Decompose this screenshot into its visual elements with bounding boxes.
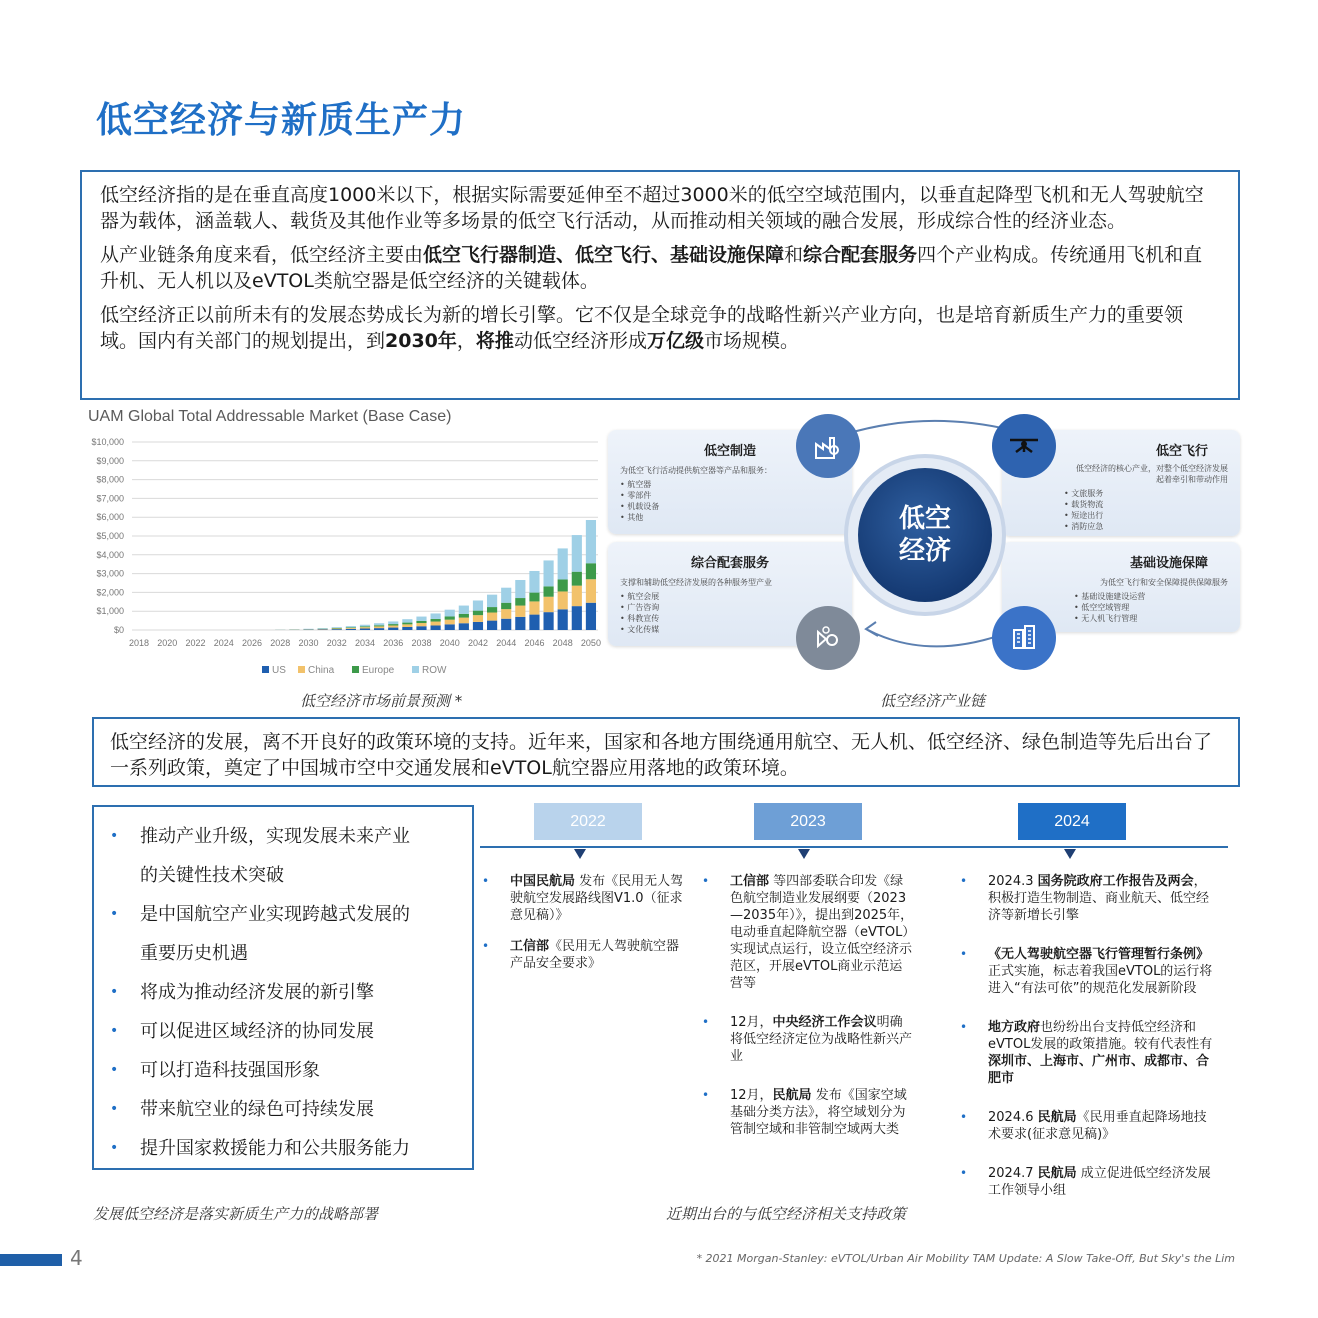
x-tick-label: 2034	[354, 638, 376, 648]
bar-segment-us	[586, 603, 596, 630]
x-tick-label: 2040	[439, 638, 460, 648]
y-tick-label: $1,000	[96, 606, 124, 617]
year-2023-tab: 2023	[754, 803, 862, 840]
bar-segment-us	[332, 629, 342, 630]
list-item: • 基础设施建设运营	[1074, 591, 1228, 602]
x-tick-label: 2032	[326, 638, 347, 648]
list-item: • 带来航空业的绿色可持续发展	[110, 1090, 456, 1129]
list-item: 重要历史机遇	[140, 943, 248, 964]
bar-segment-row	[515, 580, 525, 598]
bar-segment-china	[402, 624, 412, 627]
timeline-marker-2024	[1064, 849, 1076, 859]
bar-segment-europe	[572, 572, 582, 586]
bar-segment-row	[529, 571, 539, 593]
timeline-column-2024	[960, 873, 1218, 1213]
bar-segment-china	[572, 586, 582, 606]
bar-segment-china	[332, 628, 342, 629]
bar-segment-row	[431, 613, 441, 618]
bar-segment-europe	[360, 626, 370, 627]
legend-label: ROW	[422, 665, 447, 676]
timeline-column-2022	[482, 873, 692, 986]
uam-market-chart	[86, 406, 606, 696]
bar-segment-china	[346, 628, 356, 629]
list-item: 的关键性技术突破	[140, 865, 284, 886]
policy-item: • 2024.6 民航局《民用垂直起降场地技术要求(征求意见稿)》	[960, 1109, 1218, 1143]
bar-segment-row	[445, 610, 455, 617]
bar-segment-row	[402, 619, 412, 622]
y-tick-label: $6,000	[96, 512, 124, 523]
card-infrastructure-title: 基础设施保障	[1129, 556, 1208, 571]
list-item: • 航空器	[620, 479, 840, 490]
intro-paragraph-1: 低空经济指的是在垂直高度1000米以下，根据实际需要延伸至不超过3000米的低空空域范围内，以垂直起降型飞机和无人驾驶航空器为载体，涵盖载人、载货及其他作业等多场景的低空飞行活动，从而推动相关领域的融合发展，形成综合性的经济业态。	[100, 184, 1204, 232]
bar-segment-china	[501, 609, 511, 619]
bar-segment-china	[543, 597, 553, 612]
list-item: • 将成为推动经济发展的新引擎	[110, 973, 456, 1012]
policy-item: • 2024.7 民航局 成立促进低空经济发展工作领导小组	[960, 1165, 1218, 1199]
bar-segment-europe	[402, 623, 412, 625]
policy-item: • 工信部 等四部委联合印发《绿色航空制造业发展纲要（2023—2035年）》，提出到2025年，电动垂直起降航空器（eVTOL）实现试点运行，设立低空经济示范区，开展eVTOL商业示范运营等	[702, 873, 914, 992]
bar-segment-us	[388, 628, 398, 630]
legend-label: US	[272, 665, 286, 676]
x-tick-label: 2036	[383, 638, 404, 648]
page-number: 4	[70, 1246, 83, 1270]
card-infrastructure-desc: 为低空飞行和安全保障提供保障服务	[1100, 578, 1228, 587]
bar-segment-europe	[515, 598, 525, 606]
footnote: * 2021 Morgan-Stanley: eVTOL/Urban Air Mobility TAM Update: A Slow Take-Off, But Sky's the Lim	[696, 1252, 1235, 1265]
x-tick-label: 2044	[496, 638, 517, 648]
bar-segment-europe	[445, 616, 455, 619]
bar-segment-us	[473, 622, 483, 630]
year-2024-tab: 2024	[1018, 803, 1126, 840]
intro-paragraph-2: 从产业链条角度来看，低空经济主要由低空飞行器制造、低空飞行、基础设施保障和综合配套服务四个产业构成。传统通用飞机和直升机、无人机以及eVTOL类航空器是低空经济的关键载体。	[100, 244, 1203, 292]
x-tick-label: 2038	[411, 638, 432, 648]
bar-segment-china	[388, 625, 398, 627]
bar-segment-us	[515, 617, 525, 630]
card-services-desc: 支撑和辅助低空经济发展的各种服务型产业	[620, 578, 772, 587]
bar-segment-europe	[374, 625, 384, 626]
y-tick-label: $8,000	[96, 474, 124, 485]
policy-item: • 12月，民航局 发布《国家空域基础分类方法》，将空域划分为管制空域和非管制空域两大类	[702, 1087, 914, 1138]
legend-swatch	[412, 666, 419, 673]
list-item: • 航空会展	[620, 591, 840, 602]
bar-segment-row	[501, 588, 511, 603]
card-manufacturing-desc: 为低空飞行活动提供航空器等产品和服务：	[620, 466, 772, 475]
bar-segment-us	[529, 615, 539, 630]
market-forecast-caption: 低空经济市场前景预测 *	[300, 692, 463, 710]
bar-segment-row	[318, 628, 328, 629]
bar-segment-us	[487, 621, 497, 630]
industry-chain-diagram	[606, 410, 1242, 680]
x-tick-label: 2046	[524, 638, 545, 648]
list-item: • 零部件	[620, 490, 840, 501]
bar-segment-europe	[543, 586, 553, 596]
page-title: 低空经济与新质生产力	[96, 100, 467, 141]
timeline-marker-2023	[798, 849, 810, 859]
bar-segment-row	[332, 627, 342, 628]
legend-label: Europe	[362, 665, 395, 676]
y-tick-label: $3,000	[96, 568, 124, 579]
bar-segment-europe	[586, 563, 596, 579]
card-services-title: 综合配套服务	[690, 556, 769, 571]
x-tick-label: 2018	[129, 638, 150, 648]
bar-segment-china	[416, 623, 426, 626]
bar-segment-us	[459, 623, 469, 630]
list-item: • 其他	[620, 512, 840, 523]
x-tick-label: 2042	[467, 638, 488, 648]
x-tick-label: 2022	[185, 638, 206, 648]
industry-chain-caption: 低空经济产业链	[880, 692, 986, 710]
bar-segment-us	[374, 628, 384, 630]
list-item: • 文旅服务	[1064, 488, 1228, 499]
bar-segment-row	[586, 520, 596, 563]
x-tick-label: 2028	[270, 638, 291, 648]
card-manufacturing-title: 低空制造	[703, 444, 756, 459]
bar-segment-europe	[431, 619, 441, 622]
bar-segment-china	[360, 627, 370, 628]
card-flight-title: 低空飞行	[1155, 444, 1208, 459]
intro-paragraph-3: 低空经济正以前所未有的发展态势成长为新的增长引擎。它不仅是全球竞争的战略性新兴产业方向，也是培育新质生产力的重要领域。国内有关部门的规划提出，到2030年，将推动低空经济形成万亿级市场规模。	[100, 304, 1184, 352]
policy-intro-box: 低空经济的发展，离不开良好的政策环境的支持。近年来，国家和各地方围绕通用航空、无人机、低空经济、绿色制造等先后出台了一系列政策，奠定了中国城市空中交通发展和eVTOL航空器应用落地的政策环境。	[92, 717, 1240, 787]
list-item: • 无人机飞行管理	[1074, 613, 1228, 624]
bar-segment-china	[445, 620, 455, 625]
x-tick-label: 2026	[242, 638, 263, 648]
policy-timeline-caption: 近期出台的与低空经济相关支持政策	[666, 1205, 907, 1223]
y-tick-label: $7,000	[96, 493, 124, 504]
bar-segment-row	[360, 625, 370, 627]
bar-segment-china	[515, 606, 525, 617]
bar-segment-us	[318, 629, 328, 630]
bar-segment-row	[543, 560, 553, 586]
bar-segment-europe	[501, 603, 511, 609]
bar-segment-us	[572, 606, 582, 630]
bar-segment-china	[487, 613, 497, 621]
y-tick-label: $9,000	[96, 455, 124, 466]
policy-item: • 《无人驾驶航空器飞行管理暂行条例》正式实施，标志着我国eVTOL的运行将进入“有法可依”的规范化发展新阶段	[960, 946, 1218, 997]
legend-swatch	[262, 666, 269, 673]
list-item: • 推动产业升级，实现发展未来产业	[110, 817, 456, 856]
timeline-column-2023	[702, 873, 914, 1152]
bar-segment-us	[431, 625, 441, 630]
bar-segment-row	[558, 548, 568, 579]
y-tick-label: $0	[113, 625, 124, 635]
policy-item: • 工信部《民用无人驾驶航空器产品安全要求》	[482, 938, 692, 972]
bar-segment-china	[558, 591, 568, 609]
list-item: • 可以促进区域经济的协同发展	[110, 1012, 456, 1051]
uam-chart-svg	[86, 432, 606, 686]
y-tick-label: $4,000	[96, 549, 124, 560]
building-icon	[992, 606, 1056, 670]
list-item: • 低空空域管理	[1074, 602, 1228, 613]
bar-segment-europe	[388, 624, 398, 625]
y-tick-label: $2,000	[96, 587, 124, 598]
bar-segment-row	[416, 617, 426, 621]
bar-segment-china	[586, 579, 596, 603]
bar-segment-europe	[487, 607, 497, 612]
bar-segment-china	[374, 626, 384, 628]
bar-segment-row	[346, 626, 356, 627]
bar-segment-us	[543, 612, 553, 630]
x-tick-label: 2050	[580, 638, 601, 648]
bar-segment-us	[346, 629, 356, 630]
legend-swatch	[298, 666, 305, 673]
list-item: • 是中国航空产业实现跨越式发展的	[110, 895, 456, 934]
list-item: • 可以打造科技强国形象	[110, 1051, 456, 1090]
list-item: • 短途出行	[1064, 510, 1228, 521]
y-tick-label: $5,000	[96, 531, 124, 541]
list-item: • 文化传媒	[620, 624, 840, 635]
bar-segment-us	[360, 628, 370, 630]
bar-segment-us	[501, 619, 511, 630]
low-altitude-economy-hub: 低空 经济	[858, 468, 992, 602]
x-tick-label: 2020	[157, 638, 178, 648]
legend-label: China	[308, 665, 335, 676]
drone-icon	[992, 414, 1056, 478]
legend-swatch	[352, 666, 359, 673]
list-item: • 机载设备	[620, 501, 840, 512]
benefits-box	[92, 805, 474, 1170]
bar-segment-row	[473, 600, 483, 610]
policy-item: • 中国民航局 发布《民用无人驾驶航空发展路线图V1.0（征求意见稿）》	[482, 873, 692, 924]
list-item: • 载货物流	[1064, 499, 1228, 510]
bar-segment-row	[572, 535, 582, 572]
chart-title: UAM Global Total Addressable Market (Base Case)	[88, 408, 452, 425]
bar-segment-europe	[346, 627, 356, 628]
bar-segment-china	[459, 618, 469, 624]
bar-segment-europe	[459, 614, 469, 618]
policy-item: • 12月，中央经济工作会议明确将低空经济定位为战略性新兴产业	[702, 1014, 914, 1065]
bar-segment-europe	[558, 579, 568, 591]
bar-segment-row	[459, 606, 469, 614]
bar-segment-china	[431, 622, 441, 626]
card-flight-desc: 低空经济的核心产业，对整个低空经济发展 起着牵引和带动作用	[1076, 464, 1228, 484]
list-item: • 广告咨询	[620, 602, 840, 613]
x-tick-label: 2048	[552, 638, 573, 648]
bar-segment-us	[558, 609, 568, 630]
intro-box	[80, 170, 1240, 400]
bar-segment-china	[529, 601, 539, 614]
bar-segment-us	[445, 624, 455, 630]
timeline-marker-2022	[574, 849, 586, 859]
bar-segment-us	[416, 626, 426, 630]
bar-segment-row	[374, 623, 384, 625]
bar-segment-row	[487, 595, 497, 607]
footer-accent-bar	[0, 1254, 62, 1266]
policy-item: • 地方政府也纷纷出台支持低空经济和eVTOL发展的政策措施。较有代表性有深圳市、上海市、广州市、成都市、合肥市	[960, 1019, 1218, 1087]
gear-icon	[796, 606, 860, 670]
year-2022-tab: 2022	[534, 803, 642, 840]
bar-segment-europe	[416, 621, 426, 623]
benefits-caption: 发展低空经济是落实新质生产力的战略部署	[93, 1205, 379, 1223]
x-tick-label: 2030	[298, 638, 319, 648]
x-tick-label: 2024	[213, 638, 234, 648]
list-item: • 科教宣传	[620, 613, 840, 624]
bar-segment-china	[473, 615, 483, 622]
factory-icon	[796, 414, 860, 478]
y-tick-label: $10,000	[91, 437, 124, 447]
timeline-axis	[480, 846, 1228, 848]
bar-segment-europe	[529, 593, 539, 602]
bar-segment-row	[388, 621, 398, 624]
list-item: • 消防应急	[1064, 521, 1228, 532]
bar-segment-us	[402, 627, 412, 630]
policy-item: • 2024.3 国务院政府工作报告及两会，积极打造生物制造、商业航天、低空经济等新增长引擎	[960, 873, 1218, 924]
list-item: • 提升国家救援能力和公共服务能力	[110, 1129, 456, 1168]
bar-segment-europe	[473, 611, 483, 616]
